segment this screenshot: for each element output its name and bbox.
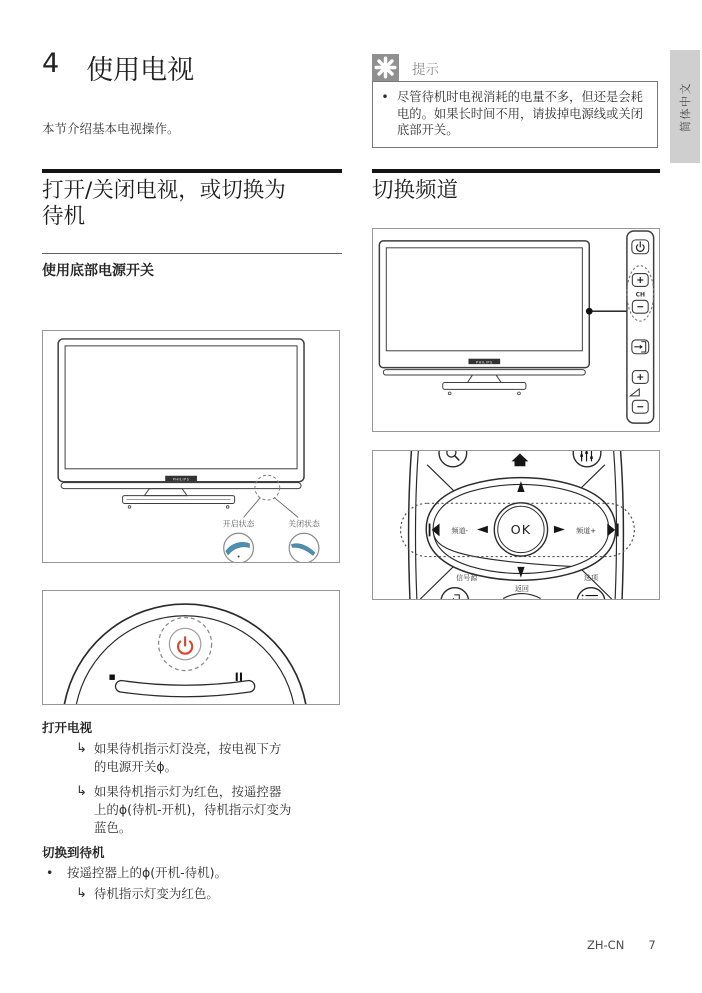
turn-on-result-2: ↳ 如果待机指示灯为红色，按遥控器上的ϕ(待机-开机)，待机指示灯变为蓝色。 <box>76 784 292 835</box>
power-button <box>632 240 649 254</box>
philips-logo <box>165 476 197 482</box>
standby-title: 切换到待机 <box>42 845 105 860</box>
sliders-icon <box>580 451 592 461</box>
stop-icon <box>109 675 114 680</box>
bullet-icon: • <box>46 865 54 880</box>
source-icon <box>634 342 645 352</box>
power-icon <box>637 242 645 251</box>
standby-step: • 按遥控器上的ϕ(开机-待机)。 <box>46 865 228 880</box>
tip-note <box>372 81 658 148</box>
tip-header <box>372 54 439 81</box>
page-footer <box>587 938 656 952</box>
search-icon <box>447 451 459 460</box>
chapter-title: 使用电视 <box>86 55 195 86</box>
options-label: 选项 <box>583 573 599 583</box>
chapter-number: 4 <box>42 48 60 79</box>
result-arrow-icon: ↳ <box>76 741 87 756</box>
pointer-to-channel-buttons <box>586 308 627 315</box>
result-arrow-icon: ↳ <box>76 784 87 799</box>
switch-on-label: 开启状态 <box>222 519 255 529</box>
turn-on-result-1: ↳ 如果待机指示灯没亮，按电视下方的电源开关ϕ。 <box>76 741 282 774</box>
standby-button <box>169 628 200 659</box>
back-label: 返回 <box>514 584 530 594</box>
tip-label: 提示 <box>412 61 439 78</box>
tip-bullet: • <box>381 90 389 104</box>
chapter-intro: 本节介绍基本电视操作。 <box>42 121 180 136</box>
ok-label: OK <box>510 522 532 538</box>
power-instructions <box>42 719 344 910</box>
section-heading-power: 打开/关闭电视，或切换为待机 <box>42 169 342 230</box>
chapter-heading <box>42 48 194 87</box>
search-button <box>439 451 467 467</box>
channel-up-label: 频道+ <box>575 525 597 535</box>
volume-up-button <box>632 371 648 384</box>
volume-icon <box>630 389 639 396</box>
back-button-arc <box>503 594 540 599</box>
pause-icon <box>236 673 242 681</box>
ch-label: CH <box>635 291 645 299</box>
tip-text: 尽管待机时电视消耗的电量不多，但还是会耗电的。如果长时间不用，请拔掉电源线或关闭底部开关。 <box>397 90 643 137</box>
side-control-panel <box>627 231 654 423</box>
source-icon <box>447 595 459 599</box>
channel-down-label: 频道- <box>451 525 469 535</box>
channel-down-button <box>632 300 648 313</box>
language-tab <box>670 50 700 163</box>
ok-button <box>494 503 547 556</box>
source-button <box>441 588 469 599</box>
switch-on-state <box>224 533 254 562</box>
tip-asterisk-icon <box>372 54 399 81</box>
switch-off-state <box>289 533 319 562</box>
figure-tv-power-switch <box>42 330 340 563</box>
volume-down-button <box>632 400 648 413</box>
result-arrow-icon: ↳ <box>76 886 87 901</box>
svg-text:PHILIPS: PHILIPS <box>475 360 493 365</box>
switch-off-label: 关闭状态 <box>288 519 320 529</box>
standby-result: ↳ 待机指示灯变为红色。 <box>76 886 219 901</box>
footer-page-number: 7 <box>648 938 656 952</box>
figure-tv-side-controls <box>372 228 660 432</box>
source-button <box>632 340 649 354</box>
options-button <box>577 588 605 599</box>
turn-on-title: 打开电视 <box>42 720 93 735</box>
rocker-bar <box>121 686 249 691</box>
footer-language-code: ZH-CN <box>587 938 625 952</box>
philips-logo <box>468 359 500 365</box>
tv-front-drawing <box>379 241 589 395</box>
subsection-heading-bottom-switch: 使用底部电源开关 <box>42 253 342 280</box>
section-heading-channel: 切换频道 <box>372 169 660 204</box>
language-tab-label: 简体中文 <box>679 81 692 132</box>
channel-up-button <box>632 274 648 287</box>
figure-remote-standby <box>42 590 340 705</box>
home-icon <box>512 453 529 466</box>
power-switch-callout-circle <box>255 475 280 500</box>
svg-text:PHILIPS: PHILIPS <box>172 477 190 482</box>
tv-front-drawing <box>58 339 304 508</box>
options-list-icon <box>582 595 598 599</box>
figure-remote-channel <box>372 450 660 600</box>
source-label: 信号源 <box>456 573 478 583</box>
adjust-button <box>573 451 601 467</box>
